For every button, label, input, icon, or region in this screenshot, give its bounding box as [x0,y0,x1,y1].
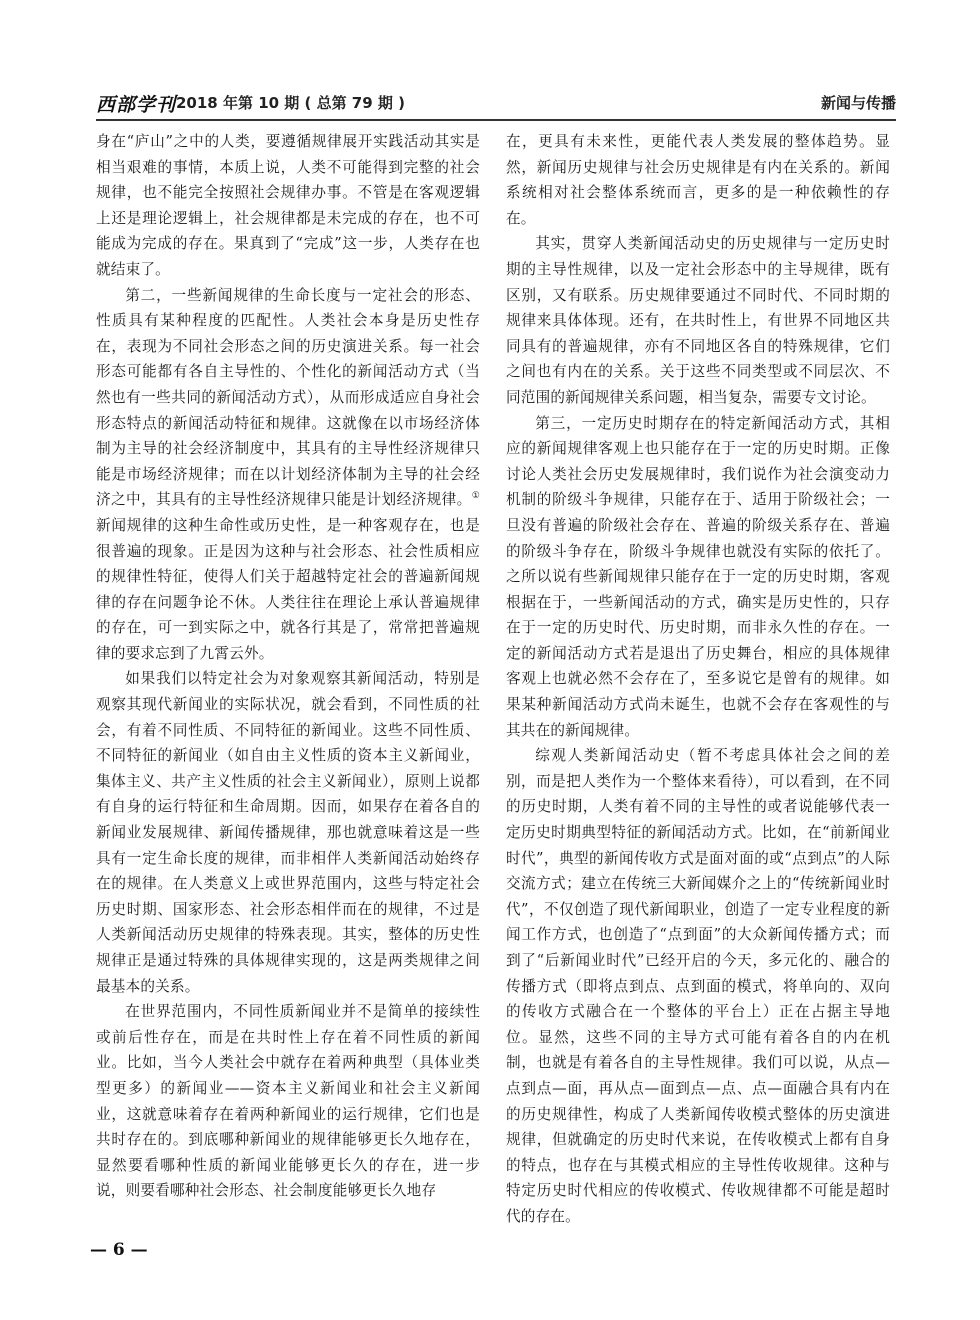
paragraph: 如果我们以特定社会为对象观察其新闻活动，特别是观察其现代新闻业的实际状况，就会看到，不同性质的社会，有着不同性质、不同特征的新闻业。这些不同性质、不同特征的新闻业（如自由主义性质的资本主义新闻业，集体主义、共产主义性质的社会主义新闻业），原则上说都有自身的运行特征和生命周期。因而，如果存在着各自的新闻业发展规律、新闻传播规律，那也就意味着这是一些具有一定生命长度的规律，而非相伴人类新闻活动始终存在的规律。在人类意义上或世界范围内，这些与特定社会历史时期、国家形态、社会形态相伴而在的规律，不过是人类新闻活动历史规律的特殊表现。其实，整体的历史性规律正是通过特殊的具体规律实现的，这是两类规律之间最基本的关系。 [96,670,480,995]
footnote-marker[interactable]: ① [471,491,480,502]
paragraph: 在世界范围内，不同性质新闻业并不是简单的接续性或前后性存在，而是在共时性上存在着不同性质的新闻业。比如，当今人类社会中就存在着两种典型（具体业类型更多）的新闻业——资本主义新闻业和社会主义新闻业，这就意味着存在着两种新闻业的运行规律，它们也是共时存在的。到底哪种新闻业的规律能够更长久地存在，显然要看哪种性质的新闻业能够更长久的存在，进一步说，则要看哪种社会形态、社会制度能够更长久地存 [96,1003,480,1200]
paragraph: 在，更具有未来性，更能代表人类发展的整体趋势。显然，新闻历史规律与社会历史规律是有内在关系的。新闻系统相对社会整体系统而言，更多的是一种依赖性的存在。 [506,133,890,227]
paragraph: 第三，一定历史时期存在的特定新闻活动方式，其相应的新闻规律客观上也只能存在于一定的历史时期。正像讨论人类社会历史发展规律时，我们说作为社会演变动力机制的阶级斗争规律，只能存在于、适用于阶级社会；一旦没有普遍的阶级社会存在、普遍的阶级关系存在、普遍的阶级斗争存在，阶级斗争规律也就没有实际的依托了。之所以说有些新闻规律只能存在于一定的历史时期，客观根据在于，一些新闻活动的方式，确实是历史性的，只存在于一定的历史时代、历史时期，而非永久性的存在。一定的新闻活动方式若是退出了历史舞台，相应的具体规律客观上也就必然不会存在了，至多说它是曾有的规律。如果某种新闻活动方式尚未诞生，也就不会存在客观性的与其共在的新闻规律。 [506,414,890,739]
paragraph: 综观人类新闻活动史（暂不考虑具体社会之间的差别，而是把人类作为一个整体来看待），可以看到，在不同的历史时期，人类有着不同的主导性的或者说能够代表一定历史时期典型特征的新闻活动方式。比如，在“前新闻业时代”，典型的新闻传收方式是面对面的或“点到点”的人际交流方式；建立在传统三大新闻媒介之上的“传统新闻业时代”，不仅创造了现代新闻职业，创造了一定专业程度的新闻工作方式，也创造了“点到面”的大众新闻传播方式；而到了“后新闻业时代”已经开启的今天，多元化的、融合的传播方式（即将点到点、点到面的模式，将单向的、双向的传收方式融合在一个整体的平台上）正在占据主导地位。显然，这些不同的主导方式可能有着各自的内在机制，也就是有着各自的主导性规律。我们可以说，从点—点到点—面，再从点—面到点—点、点—面融合具有内在的历史规律性，构成了人类新闻传收模式整体的历史演进规律，但就确定的历史时代来说，在传收模式上都有自身的特点，也存在与其模式相应的主导性传收规律。这种与特定历史时代相应的传收模式、传收规律都不可能是超时代的存在。 [506,747,890,1225]
paragraph-text: 新闻规律的这种生命性或历史性，是一种客观存在，也是很普遍的现象。正是因为这种与社会形态、社会性质相应的规律性特征，使得人们关于超越特定社会的普遍新闻规律的存在问题争论不休。人类往往在理论上承认普遍规律的存在，可一到实际之中，就各行其是了，常常把普遍规律的要求忘到了九霄云外。 [96,516,480,662]
paragraph [96,283,480,667]
header-divider [96,119,896,121]
paragraph-text: 第二，一些新闻规律的生命长度与一定社会的形态、性质具有某种程度的匹配性。人类社会本身是历史性存在，表现为不同社会形态之间的历史演进关系。每一社会形态可能都有各自主导性的、个性化的新闻活动方式（当然也有一些共同的新闻活动方式），从而形成适应自身社会形态特点的新闻活动特征和规律。这就像在以市场经济体制为主导的社会经济制度中，其具有的主导性经济规律只能是市场经济规律；而在以计划经济体制为主导的社会经济之中，其具有的主导性经济规律只能是计划经济规律。 [96,286,480,509]
paragraph: 其实，贯穿人类新闻活动史的历史规律与一定历史时期的主导性规律，以及一定社会形态中的主导规律，既有区别，又有联系。历史规律要通过不同时代、不同时期的规律来具体体现。还有，在共时性上，有世界不同地区共同具有的普遍规律，亦有不同地区各自的特殊规律，它们之间也有内在的关系。关于这些不同类型或不同层次、不同范围的新闻规律关系问题，相当复杂，需要专文讨论。 [506,235,890,406]
journal-logo: 西部学刊 [96,94,177,116]
page-header [96,88,896,118]
section-title: 新闻与传播 [820,94,896,112]
right-text-column [506,129,890,1239]
paragraph: 身在“庐山”之中的人类，要遵循规律展开实践活动其实是相当艰难的事情，本质上说，人类不可能得到完整的社会规律，也不能完全按照社会规律办事。不管是在客观逻辑上还是理论逻辑上，社会规律都是未完成的存在，也不可能成为完成的存在。果真到了“完成”这一步，人类存在也就结束了。 [96,133,480,278]
page-number: — 6 — [90,1240,148,1260]
left-text-column [96,129,480,1239]
issue-info: 2018 年第 10 期 ( 总第 79 期 ) [176,94,405,112]
